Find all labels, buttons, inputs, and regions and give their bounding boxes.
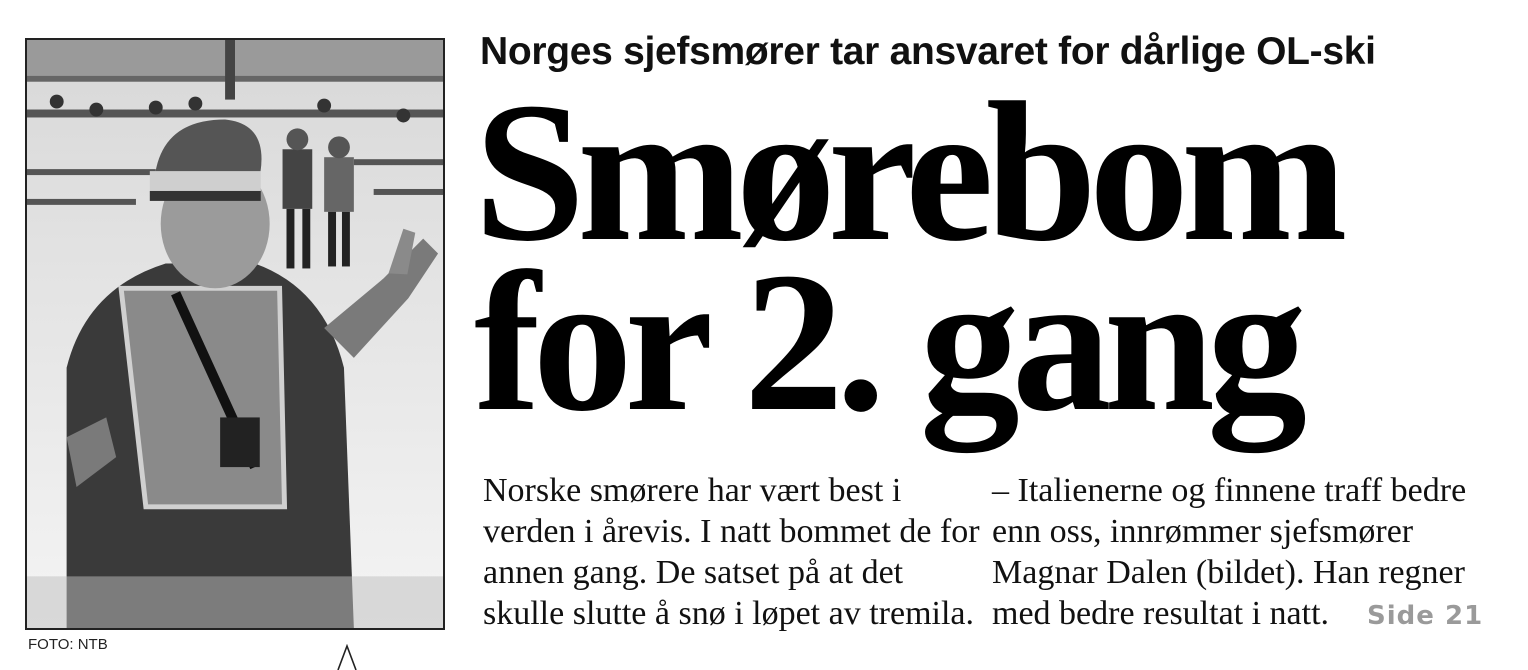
body-column-2 — [992, 470, 1483, 637]
headline-line-1: Smørebom — [474, 62, 1340, 283]
body-column-1 — [483, 470, 980, 634]
body-line: – Italienerne og finnene traff bedre — [992, 472, 1467, 509]
body-line-last — [992, 593, 1483, 637]
skier-photo-illustration — [27, 40, 443, 628]
page-reference-link[interactable]: Side 21 — [1367, 601, 1484, 631]
headline-line-2: for 2. gang — [474, 232, 1299, 453]
body-line: enn oss, innrømmer sjefsmører — [992, 513, 1414, 550]
body-line: annen gang. De satset på at det — [483, 554, 904, 591]
article-kicker: Norges sjefsmører tar ansvaret for dårlige OL-ski — [480, 30, 1376, 73]
body-line: verden i årevis. I natt bommet de for — [483, 513, 980, 550]
body-line: Norske smørere har vært best i — [483, 472, 902, 509]
body-line-text: med bedre resultat i natt. — [992, 595, 1330, 632]
caret-mark-icon — [336, 644, 358, 670]
photo-credit: FOTO: NTB — [28, 636, 108, 653]
article-photo — [25, 38, 445, 630]
body-line: Magnar Dalen (bildet). Han regner — [992, 554, 1465, 591]
body-line: skulle slutte å snø i løpet av tremila. — [483, 595, 975, 632]
article-headline — [474, 62, 1514, 453]
